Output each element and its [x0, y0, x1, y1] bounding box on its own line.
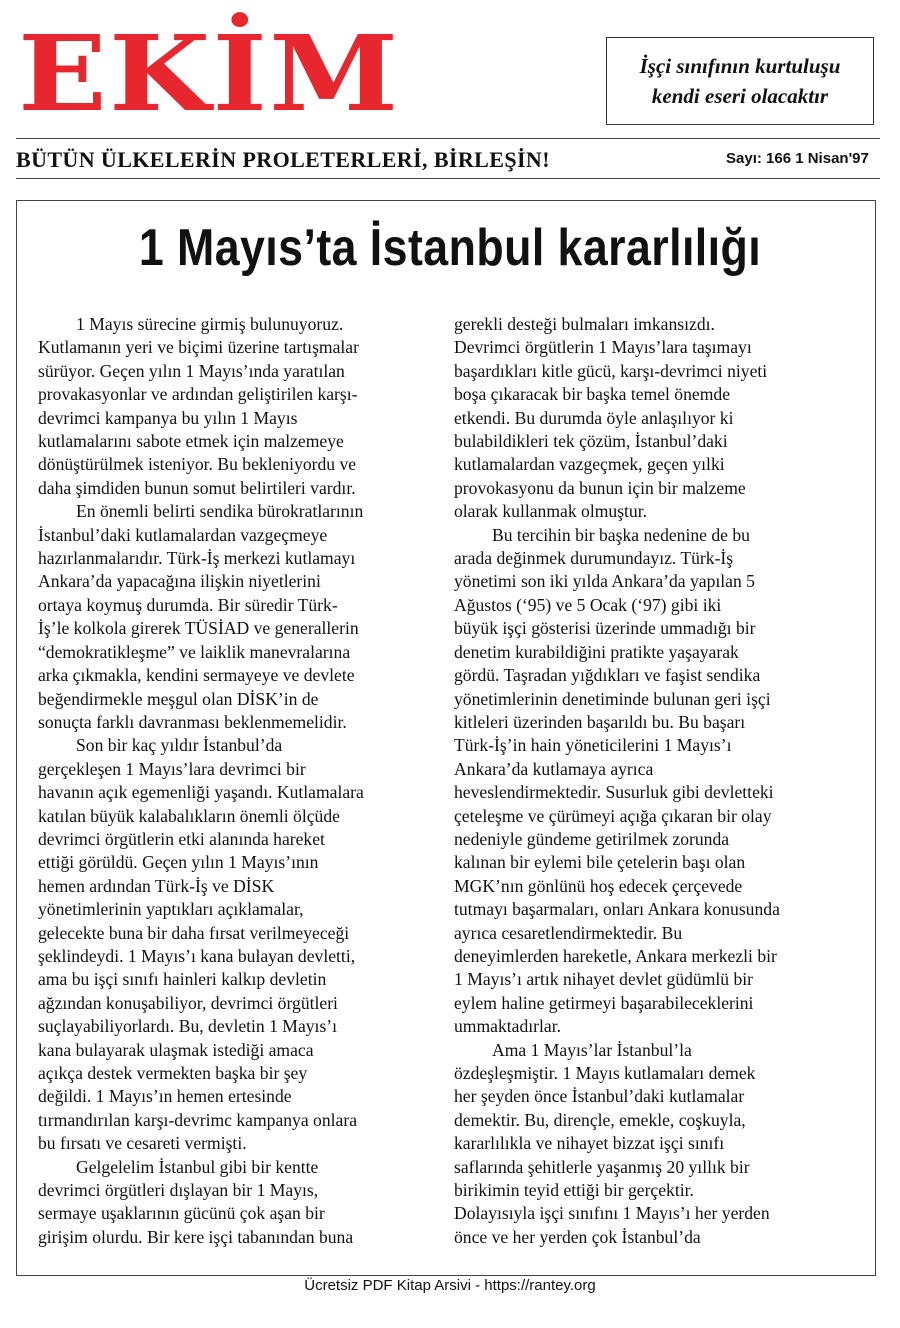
article-line: Son bir kaç yıldır İstanbul’da: [76, 735, 283, 756]
article-line: kararlılıkla ve nihayet bizzat işçi sınıfı: [454, 1133, 725, 1154]
article-line: yönetimlerinin yaptıkları açıklamalar,: [38, 899, 304, 920]
article-line: sürüyor. Geçen yılın 1 Mayıs’ında yaratılan: [38, 360, 345, 381]
article-line: tırmandırılan karşı-devrimc kampanya onlara: [38, 1109, 358, 1130]
article-line: devrimci örgütlerin etki alanında hareket: [38, 828, 325, 849]
article-line: hazırlanmalarıdır. Türk-İş merkezi kutlamayı: [38, 548, 356, 569]
article-line: Türk-İş’in hain yöneticilerini 1 Mayıs’ı: [454, 735, 732, 756]
article-line: kutlamalardan vazgeçmek, geçen yılki: [454, 454, 725, 475]
article-line: Ama 1 Mayıs’lar İstanbul’la: [492, 1039, 692, 1060]
article-line: girişim olurdu. Bir kere işçi tabanından buna: [38, 1226, 354, 1247]
article-line: suçlayabiliyorlardı. Bu, devletin 1 Mayıs’ı: [38, 1016, 338, 1037]
article-line: kutlamalarını sabote etmek için malzemeye: [38, 431, 344, 452]
article-line: ummaktadırlar.: [454, 1016, 561, 1037]
article-line: kitleleri üzerinden başarıldı bu. Bu başarı: [454, 711, 746, 732]
article-line: Ağustos (‘95) ve 5 Ocak (‘97) gibi iki: [454, 594, 722, 615]
article-line: havanın açık egemenliği yaşandı. Kutlamalara: [38, 782, 364, 803]
article-line: tutmayı başarmaları, onları Ankara konusunda: [454, 899, 780, 920]
article-line: etkendi. Bu durumda öyle anlaşılıyor ki: [454, 407, 734, 428]
article-line: olarak kullanmak olmuştur.: [454, 501, 648, 522]
article-line: hemen ardından Türk-İş ve DİSK: [38, 875, 275, 896]
article-line: devrimci kampanya bu yılın 1 Mayıs: [38, 407, 298, 428]
article-line: Kutlamanın yeri ve biçimi üzerine tartışmalar: [38, 337, 359, 358]
article-line: dönüştürülmek isteniyor. Bu bekleniyordu ve: [38, 454, 357, 475]
article-line: şeklindeydi. 1 Mayıs’ı kana bulayan devletti,: [38, 945, 356, 966]
motto-box: [606, 37, 874, 125]
article-line: Gelgelelim İstanbul gibi bir kentte: [76, 1156, 319, 1177]
article-line: sonuçta farklı davranması beklenmemelidir.: [38, 711, 347, 732]
article-line: kalınan bir eylemi bile çetelerin başı olan: [454, 852, 746, 873]
article-line: deneyimlerden hareketle, Ankara merkezli bir: [454, 945, 777, 966]
article-line: sermaye uşaklarının gücünü çok aşan bir: [38, 1203, 325, 1224]
article-line: birikimin teyid ettiği bir gerçektir.: [454, 1180, 694, 1201]
article-line: ortaya koymuş durumda. Bir süredir Türk-: [38, 594, 338, 615]
article-line: başardıkları kitle gücü, karşı-devrimci niyeti: [454, 360, 768, 381]
article-line: daha şimdiden bunun somut belirtileri vardır.: [38, 477, 356, 498]
article-line: gördü. Taşradan yığdıkları ve faşist sendika: [454, 665, 761, 686]
article-line: çeteleşme ve çürümeyi açığa çıkaran bir olay: [454, 805, 772, 826]
article-line: her şeyden önce İstanbul’daki kutlamalar: [454, 1086, 745, 1107]
article-left-column: [38, 313, 438, 1249]
article-line: ettiği görüldü. Geçen yılın 1 Mayıs’ının: [38, 852, 319, 873]
article-line: beğendirmekle meşgul olan DİSK’in de: [38, 688, 319, 709]
motto-line-2: kendi eseri olacaktır: [651, 84, 829, 108]
article-line: İş’le kolkola girerek TÜSİAD ve generallerin: [38, 618, 359, 639]
masthead-rule-top: [16, 138, 880, 139]
article-line: özdeşleşmiştir. 1 Mayıs kutlamaları demek: [454, 1063, 756, 1083]
article-line: denetim kurabildiğini pratikte yaşayarak: [454, 641, 739, 662]
article-right-column: [454, 313, 864, 1249]
article-line: Ankara’da yapacağına ilişkin niyetlerini: [38, 571, 321, 592]
article-line: açıkça destek vermekten başka bir şey: [38, 1063, 308, 1083]
article-line: Dolayısıyla işçi sınıfını 1 Mayıs’ı her yerden: [454, 1203, 770, 1224]
article-line: heveslendirmektedir. Susurluk gibi devletteki: [454, 782, 774, 803]
article-line: demektir. Bu, dirençle, emekle, coşkuyla,: [454, 1109, 746, 1130]
article-line: önce ve her yerden çok İstanbul’da: [454, 1226, 701, 1247]
article-line: büyük işçi gösterisi üzerinde ummadığı bir: [454, 618, 756, 639]
article-line: boşa çıkaracak bir başka temel önemde: [454, 384, 731, 405]
article-line: ağzından konuşabiliyor, devrimci örgütleri: [38, 992, 338, 1013]
article-line: bu fırsatı ve cesareti vermişti.: [38, 1133, 247, 1154]
article-line: Ankara’da kutlamaya ayrıca: [454, 758, 654, 779]
article-line: katılan büyük kalabalıkların önemli ölçüde: [38, 805, 340, 826]
article-line: gerçekleşen 1 Mayıs’lara devrimci bir: [38, 758, 306, 779]
article-line: gelecekte buna bir daha fırsat verilmeyeceği: [38, 922, 350, 943]
article-line: eylem haline getirmeyi başarabileceklerini: [454, 992, 754, 1013]
article-line: Devrimci örgütlerin 1 Mayıs’lara taşımayı: [454, 337, 752, 358]
article-line: Bu tercihin bir başka nedenine de bu: [492, 524, 750, 545]
article-line: arka çıkmakla, kendini sermayeye ve devlete: [38, 665, 355, 686]
article-line: yönetimi son iki yılda Ankara’da yapılan 5: [454, 571, 755, 592]
footer-credit: Ücretsiz PDF Kitap Arsivi - https://rantey.org: [304, 1277, 596, 1294]
article-line: nedeniyle gündeme getirilmek zorunda: [454, 828, 730, 849]
article-line: En önemli belirti sendika bürokratlarının: [76, 501, 364, 522]
article-line: İstanbul’daki kutlamalardan vazgeçmeye: [38, 524, 328, 545]
article-line: gerekli desteği bulmaları imkansızdı.: [454, 314, 715, 334]
slogan: BÜTÜN ÜLKELERİN PROLETERLERİ, BİRLEŞİN!: [16, 147, 550, 172]
article-line: “demokratikleşme” ve laiklik manevralarına: [38, 641, 351, 662]
article-line: devrimci örgütleri dışlayan bir 1 Mayıs,: [38, 1180, 319, 1201]
article-line: saflarında şehitlerle yaşanmış 20 yıllık bir: [454, 1156, 750, 1177]
article-line: bulabildikleri tek çözüm, İstanbul’daki: [454, 431, 728, 452]
issue-number: Sayı: 166 1 Nisan'97: [726, 150, 869, 167]
masthead-rule-bottom: [16, 178, 880, 179]
article-line: ayrıca cesaretlendirmektedir. Bu: [454, 922, 683, 943]
article-line: kana bulayarak ulaşmak istediği amaca: [38, 1039, 314, 1060]
article-line: 1 Mayıs’ı artık nihayet devlet güdümlü bir: [454, 969, 754, 990]
masthead-logo: EKİM: [18, 12, 401, 135]
article-line: arada değinmek durumundayız. Türk-İş: [454, 548, 734, 569]
article-line: ama bu işçi sınıfı hainleri kalkıp devletin: [38, 969, 327, 990]
article-line: yönetimlerinin denetiminde bulunan geri işçi: [454, 688, 771, 709]
motto-line-1: İşçi sınıfının kurtuluşu: [639, 54, 841, 78]
article-line: provakasyonlar ve ardından geliştirilen karşı-: [38, 384, 358, 405]
article-line: 1 Mayıs sürecine girmiş bulunuyoruz.: [76, 314, 344, 334]
article-headline: 1 Mayıs’ta İstanbul kararlılığı: [138, 219, 762, 277]
article-line: MGK’nın gönlünü hoş edecek çerçevede: [454, 875, 743, 896]
article-line: değildi. 1 Mayıs’ın hemen ertesinde: [38, 1086, 292, 1107]
article-line: provokasyonu da bunun için bir malzeme: [454, 477, 746, 498]
